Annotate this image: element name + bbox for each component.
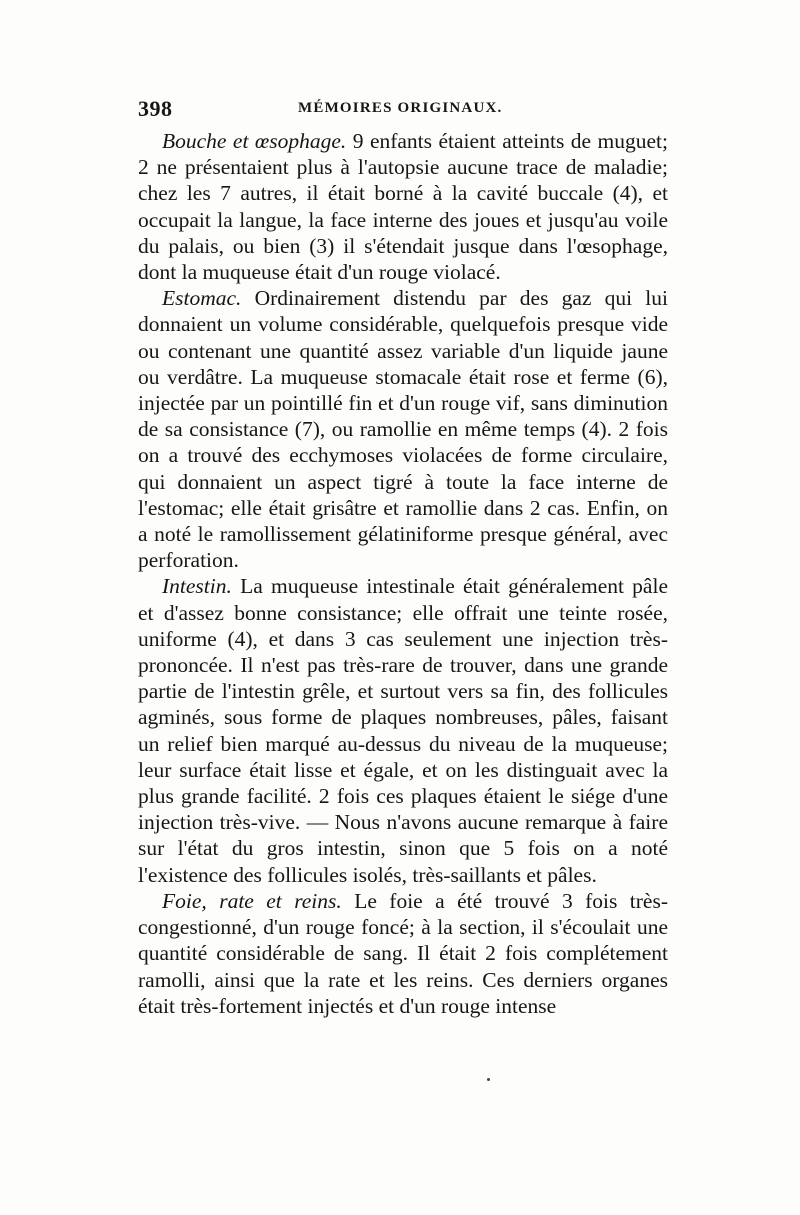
paragraph-estomac [138,285,668,573]
section-heading-bouche: Bouche et œsophage. [162,129,347,153]
section-heading-intestin: Intestin. [162,574,232,599]
section-heading-foie: Foie, rate et reins. [162,888,342,913]
paragraph-foie [138,888,668,1019]
paragraph-text-bouche: 9 enfants étaient atteints de muguet; 2 ne présentaient plus à l'autopsie aucune trace de maladie; chez les 7 autres, il était borné à la cavité buccale (4), et occupait la langue, la face interne des joues et jusqu'au voile du palais, ou bien (3) il s'étendait jusque dans l'œsophage, dont la muqueuse était d'un rouge violacé. [138,129,668,285]
section-heading-estomac: Estomac. [162,286,242,311]
running-title: MÉMOIRES ORIGINAUX. [298,100,503,116]
ink-dot [487,1078,490,1081]
paragraph-intestin [138,573,668,887]
paragraph-text-foie: Le foie a été trouvé 3 fois très-congestionné, d'un rouge foncé; à la section, il s'écoulait une quantité considérable de sang. Il était 2 fois complétement ramolli, ainsi que la rate et les reins. Ces derniers organes était très-fortement injectés et d'un rouge intense [138,888,668,1018]
body-text [138,128,668,1019]
paragraph-text-intestin: La muqueuse intestinale était généralement pâle et d'assez bonne consistance; elle offrait une teinte rosée, uniforme (4), et dans 3 cas seulement une injection très-prononcée. Il n'est pas très-rare de trouver, dans une grande partie de l'intestin grêle, et surtout vers sa fin, des follicules agminés, sous forme de plaques nombreuses, pâles, faisant un relief bien marqué au-dessus du niveau de la muqueuse; leur surface était lisse et égale, et on les distinguait avec la plus grande facilité. 2 fois ces plaques étaient le siége d'une injection très-vive. — Nous n'avons aucune remarque à faire sur l'état du gros intestin, sinon que 5 fois on a noté l'existence des follicules isolés, très-saillants et pâles. [138,574,668,887]
paragraph-bouche [138,128,668,285]
paragraph-text-estomac: Ordinairement distendu par des gaz qui lui donnaient un volume considérable, quelquefois presque vide ou contenant une quantité assez variable d'un liquide jaune ou verdâtre. La muqueuse stomacale était rose et ferme (6), injectée par un pointillé fin et d'un rouge vif, sans diminution de sa consistance (7), ou ramollie en même temps (4). 2 fois on a trouvé des ecchymoses violacées de forme circulaire, qui donnaient un aspect tigré à toute la face interne de l'estomac; elle était grisâtre et ramollie dans 2 cas. Enfin, on a noté le ramollissement gélatiniforme presque général, avec perforation. [138,286,668,573]
page-number: 398 [138,96,173,121]
running-head [138,96,668,120]
